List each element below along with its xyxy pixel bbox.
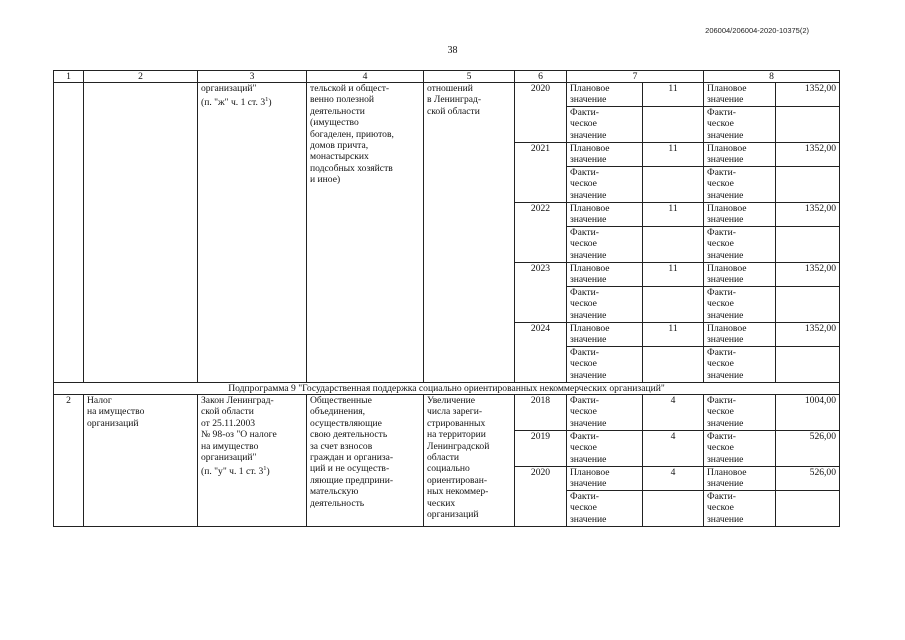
fact-count: [643, 491, 704, 527]
plan-label: Плановое значение: [567, 83, 643, 107]
fact-label-8: Факти- ческое значение: [704, 287, 776, 323]
plan-count: 11: [643, 263, 704, 287]
plan-amount: 526,00: [776, 467, 840, 491]
superscript: 1: [265, 96, 269, 104]
header-row: [54, 71, 840, 83]
fact-amount: [776, 107, 840, 143]
fact-amount: 526,00: [776, 431, 840, 467]
fact-label-8: Факти- ческое значение: [704, 431, 776, 467]
fact-count: [643, 107, 704, 143]
fact-amount: [776, 287, 840, 323]
fact-count: [643, 227, 704, 263]
col4-cell: Общественные объединения, осуществляющие свою деятельность за счет взносов граждан и организа- ций и не осуществ- ляющие предприни- мательскую деятельность: [307, 395, 424, 527]
header-cell: 1: [54, 71, 84, 83]
plan-count: 11: [643, 143, 704, 167]
plan-amount: 1352,00: [776, 143, 840, 167]
plan-amount: 1352,00: [776, 203, 840, 227]
fact-label: Факти- ческое значение: [567, 287, 643, 323]
plan-label: Плановое значение: [567, 323, 643, 347]
plan-amount: 1352,00: [776, 263, 840, 287]
table-row: [54, 395, 840, 431]
fact-label: Факти- ческое значение: [567, 491, 643, 527]
plan-label-8: Плановое значение: [704, 83, 776, 107]
plan-count: 11: [643, 323, 704, 347]
table-row: [54, 83, 840, 107]
header-cell: 7: [567, 71, 704, 83]
plan-label: Плановое значение: [567, 143, 643, 167]
closing-paren: ): [268, 97, 272, 109]
closing-paren: ): [266, 466, 270, 478]
plan-label: Плановое значение: [567, 467, 643, 491]
fact-label: Факти- ческое значение: [567, 107, 643, 143]
year-cell: 2019: [515, 431, 567, 467]
fact-label: Факти- ческое значение: [567, 431, 643, 467]
fact-label: Факти- ческое значение: [567, 227, 643, 263]
header-cell: 8: [704, 71, 840, 83]
header-cell: 3: [198, 71, 307, 83]
fact-count: [643, 347, 704, 383]
fact-label-8: Факти- ческое значение: [704, 167, 776, 203]
benefits-table: [53, 70, 840, 527]
fact-count: [643, 167, 704, 203]
legal-reference: организаций" (п. "ж" ч. 1 ст. 3: [201, 83, 266, 109]
superscript: 1: [263, 465, 267, 473]
fact-count: 4: [643, 395, 704, 431]
year-cell: 2023: [515, 263, 567, 323]
year-cell: 2021: [515, 143, 567, 203]
plan-label-8: Плановое значение: [704, 323, 776, 347]
plan-label: Плановое значение: [567, 263, 643, 287]
fact-label-8: Факти- ческое значение: [704, 227, 776, 263]
fact-amount: [776, 347, 840, 383]
col5-cell: Увеличение числа зареги- стрированных на территории Ленинградской области социально ориентирован- ных некоммер- ческих организаций: [424, 395, 515, 527]
col5-cell: отношений в Ленинград- ской области: [424, 83, 515, 383]
col1-cell: 2: [54, 395, 84, 527]
page-number: 38: [447, 45, 458, 56]
fact-count: [643, 287, 704, 323]
subprogram-title: Подпрограмма 9 "Государственная поддержка социально ориентированных некоммерческих организаций": [54, 383, 840, 395]
fact-label-8: Факти- ческое значение: [704, 491, 776, 527]
col2-cell: [84, 83, 198, 383]
plan-amount: 1352,00: [776, 323, 840, 347]
plan-amount: 1352,00: [776, 83, 840, 107]
col3-cell: [198, 395, 307, 527]
fact-label: Факти- ческое значение: [567, 347, 643, 383]
col2-cell: Налог на имущество организаций: [84, 395, 198, 527]
plan-count: 11: [643, 203, 704, 227]
plan-count: 11: [643, 83, 704, 107]
subprogram-row: [54, 383, 840, 395]
document-id: 206004/206004-2020-10375(2): [705, 26, 809, 35]
fact-label-8: Факти- ческое значение: [704, 107, 776, 143]
plan-label-8: Плановое значение: [704, 263, 776, 287]
year-cell: 2020: [515, 467, 567, 527]
fact-count: 4: [643, 431, 704, 467]
fact-amount: [776, 167, 840, 203]
plan-label: Плановое значение: [567, 203, 643, 227]
col1-cell: [54, 83, 84, 383]
fact-amount: [776, 227, 840, 263]
fact-label-8: Факти- ческое значение: [704, 395, 776, 431]
fact-label: Факти- ческое значение: [567, 395, 643, 431]
year-cell: 2020: [515, 83, 567, 143]
fact-label: Факти- ческое значение: [567, 167, 643, 203]
fact-amount: [776, 491, 840, 527]
header-cell: 6: [515, 71, 567, 83]
plan-label-8: Плановое значение: [704, 467, 776, 491]
year-cell: 2024: [515, 323, 567, 383]
header-cell: 4: [307, 71, 424, 83]
legal-reference: Закон Ленинград- ской области от 25.11.2003 № 98-оз "О налоге на имущество организаций" (п. "у" ч. 1 ст. 3: [201, 395, 277, 478]
plan-label-8: Плановое значение: [704, 203, 776, 227]
plan-label-8: Плановое значение: [704, 143, 776, 167]
col3-cell: [198, 83, 307, 383]
plan-count: 4: [643, 467, 704, 491]
year-cell: 2018: [515, 395, 567, 431]
year-cell: 2022: [515, 203, 567, 263]
header-cell: 5: [424, 71, 515, 83]
header-cell: 2: [84, 71, 198, 83]
fact-label-8: Факти- ческое значение: [704, 347, 776, 383]
fact-amount: 1004,00: [776, 395, 840, 431]
col4-cell: тельской и общест- венно полезной деятельности (имущество богаделен, приютов, домов причта, монастырских подсобных хозяйств и иное): [307, 83, 424, 383]
